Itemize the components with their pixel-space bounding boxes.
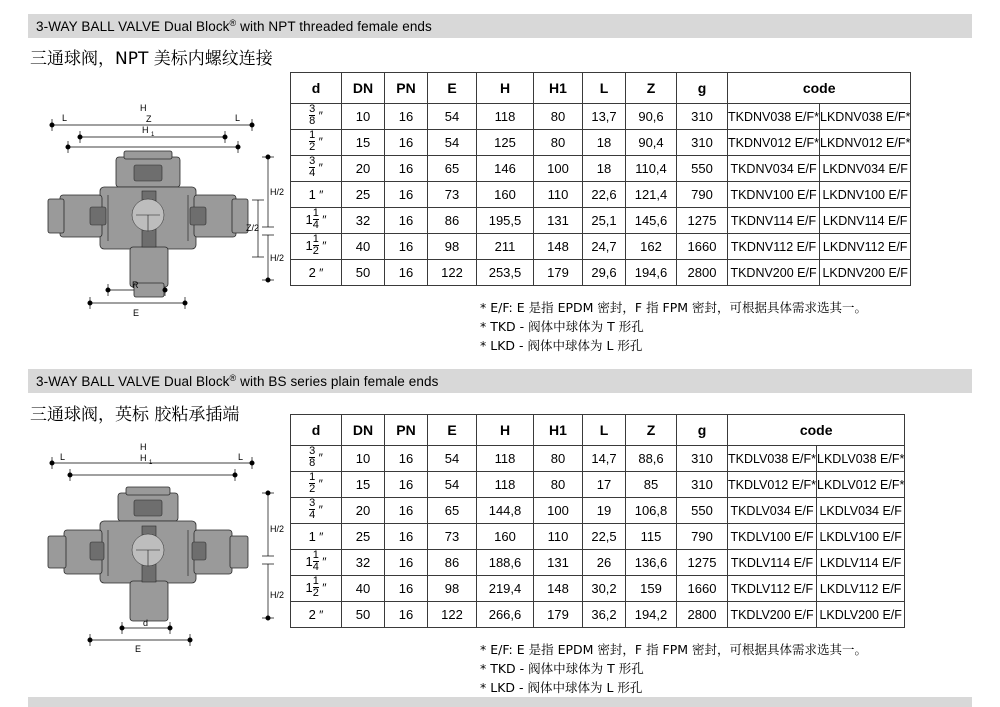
cell-z: 194,6 bbox=[626, 260, 677, 286]
cell-l: 17 bbox=[583, 472, 626, 498]
cell-h: 125 bbox=[477, 130, 534, 156]
svg-text:L: L bbox=[238, 452, 244, 462]
cell-dn: 40 bbox=[342, 234, 385, 260]
cell-code-t: TKDNV100 E/F bbox=[728, 182, 820, 208]
cell-h1: 100 bbox=[534, 156, 583, 182]
valve-drawing-npt bbox=[30, 95, 285, 320]
cell-code-t: TKDLV114 E/F bbox=[728, 550, 817, 576]
cell-code-l: LKDNV100 E/F bbox=[820, 182, 911, 208]
col-header-z: Z bbox=[626, 415, 677, 446]
registered-trademark-icon: ® bbox=[229, 373, 237, 383]
cell-dn: 32 bbox=[342, 208, 385, 234]
cell-e: 54 bbox=[428, 446, 477, 472]
cell-g: 310 bbox=[677, 472, 728, 498]
cell-dn: 20 bbox=[342, 156, 385, 182]
cell-h1: 80 bbox=[534, 446, 583, 472]
cell-code-l: LKDLV012 E/F* bbox=[817, 472, 905, 498]
table-row bbox=[291, 446, 905, 472]
cell-pn: 16 bbox=[385, 524, 428, 550]
cell-code-l: LKDLV100 E/F bbox=[817, 524, 905, 550]
cell-g: 550 bbox=[677, 156, 728, 182]
cell-code-l: LKDLV038 E/F* bbox=[817, 446, 905, 472]
cell-dn: 10 bbox=[342, 446, 385, 472]
cell-l: 30,2 bbox=[583, 576, 626, 602]
cell-pn: 16 bbox=[385, 156, 428, 182]
cell-d: $\frac{3}{4}$ ″ bbox=[291, 498, 342, 524]
cell-code-t: TKDLV112 E/F bbox=[728, 576, 817, 602]
cell-z: 90,6 bbox=[626, 104, 677, 130]
cell-d: 1 $\frac{1}{2}$ ″ bbox=[291, 234, 342, 260]
cell-e: 65 bbox=[428, 156, 477, 182]
svg-text:1: 1 bbox=[151, 132, 155, 138]
cell-pn: 16 bbox=[385, 182, 428, 208]
cell-e: 98 bbox=[428, 234, 477, 260]
section-header-title: 3-WAY BALL VALVE Dual Block bbox=[36, 373, 230, 389]
cell-h: 160 bbox=[477, 182, 534, 208]
cell-code-t: TKDNV114 E/F bbox=[728, 208, 820, 234]
cell-h1: 80 bbox=[534, 104, 583, 130]
svg-text:Z/2: Z/2 bbox=[246, 223, 260, 233]
svg-text:H: H bbox=[140, 103, 147, 113]
cell-g: 310 bbox=[677, 104, 728, 130]
cell-z: 121,4 bbox=[626, 182, 677, 208]
table-row bbox=[291, 182, 911, 208]
cell-z: 136,6 bbox=[626, 550, 677, 576]
cell-dn: 20 bbox=[342, 498, 385, 524]
table-row bbox=[291, 234, 911, 260]
footnote-sealing: * E/F: E 是指 EPDM 密封，F 指 FPM 密封，可根据具体需求选其一。 bbox=[480, 300, 868, 315]
cell-h: 118 bbox=[477, 446, 534, 472]
cell-code-l: LKDNV034 E/F bbox=[820, 156, 911, 182]
footnote-lkd: * LKD - 阀体中球体为 L 形孔 bbox=[480, 680, 643, 695]
spec-table-bs bbox=[290, 414, 905, 628]
col-header-h: H bbox=[477, 415, 534, 446]
cell-g: 1660 bbox=[677, 576, 728, 602]
cell-h: 146 bbox=[477, 156, 534, 182]
cell-code-l: LKDLV200 E/F bbox=[817, 602, 905, 628]
table-header-row bbox=[291, 415, 905, 446]
cell-e: 86 bbox=[428, 550, 477, 576]
col-header-h1: H1 bbox=[534, 415, 583, 446]
cell-pn: 16 bbox=[385, 446, 428, 472]
cell-pn: 16 bbox=[385, 602, 428, 628]
col-header-code: code bbox=[728, 415, 905, 446]
cell-l: 29,6 bbox=[583, 260, 626, 286]
cell-h1: 148 bbox=[534, 576, 583, 602]
col-header-dn: DN bbox=[342, 415, 385, 446]
cell-code-t: TKDNV034 E/F bbox=[728, 156, 820, 182]
cell-dn: 15 bbox=[342, 472, 385, 498]
svg-text:H/2: H/2 bbox=[270, 187, 285, 197]
col-header-e: E bbox=[428, 415, 477, 446]
cell-z: 162 bbox=[626, 234, 677, 260]
svg-text:d: d bbox=[143, 618, 149, 628]
cell-g: 790 bbox=[677, 524, 728, 550]
cell-z: 90,4 bbox=[626, 130, 677, 156]
col-header-pn: PN bbox=[385, 73, 428, 104]
cell-code-t: TKDLV200 E/F bbox=[728, 602, 817, 628]
cell-g: 1275 bbox=[677, 208, 728, 234]
cell-z: 85 bbox=[626, 472, 677, 498]
cell-z: 194,2 bbox=[626, 602, 677, 628]
cell-pn: 16 bbox=[385, 130, 428, 156]
cell-code-l: LKDNV012 E/F* bbox=[820, 130, 911, 156]
cell-code-l: LKDLV034 E/F bbox=[817, 498, 905, 524]
cell-h1: 80 bbox=[534, 130, 583, 156]
cell-h1: 110 bbox=[534, 524, 583, 550]
cell-d: $\frac{3}{8}$ ″ bbox=[291, 104, 342, 130]
footnotes-bs bbox=[480, 640, 867, 697]
cell-code-l: LKDLV112 E/F bbox=[817, 576, 905, 602]
col-header-l: L bbox=[583, 73, 626, 104]
cell-g: 2800 bbox=[677, 260, 728, 286]
cell-pn: 16 bbox=[385, 208, 428, 234]
cell-pn: 16 bbox=[385, 550, 428, 576]
cell-dn: 10 bbox=[342, 104, 385, 130]
col-header-d: d bbox=[291, 415, 342, 446]
valve-drawing-bs bbox=[30, 438, 285, 653]
cell-h: 144,8 bbox=[477, 498, 534, 524]
section-header-tail: with BS series plain female ends bbox=[240, 373, 439, 389]
cell-h: 219,4 bbox=[477, 576, 534, 602]
cell-dn: 50 bbox=[342, 260, 385, 286]
cell-l: 18 bbox=[583, 156, 626, 182]
cell-h: 160 bbox=[477, 524, 534, 550]
cell-g: 1660 bbox=[677, 234, 728, 260]
table-body-npt bbox=[291, 104, 911, 286]
svg-text:E: E bbox=[135, 644, 142, 653]
cell-h1: 179 bbox=[534, 602, 583, 628]
section-subtitle-npt: 三通球阀，NPT 美标内螺纹连接 bbox=[30, 49, 273, 69]
cell-h1: 148 bbox=[534, 234, 583, 260]
cell-h1: 80 bbox=[534, 472, 583, 498]
cell-l: 22,5 bbox=[583, 524, 626, 550]
table-row bbox=[291, 498, 905, 524]
cell-h: 211 bbox=[477, 234, 534, 260]
cell-g: 310 bbox=[677, 446, 728, 472]
table-row bbox=[291, 208, 911, 234]
cell-l: 22,6 bbox=[583, 182, 626, 208]
section-subtitle-bs: 三通球阀，英标 胶粘承插端 bbox=[30, 405, 240, 425]
footnote-tkd: * TKD - 阀体中球体为 T 形孔 bbox=[480, 319, 644, 334]
cell-h1: 100 bbox=[534, 498, 583, 524]
table-row bbox=[291, 576, 905, 602]
cell-z: 145,6 bbox=[626, 208, 677, 234]
cell-pn: 16 bbox=[385, 576, 428, 602]
col-header-g: g bbox=[677, 415, 728, 446]
col-header-z: Z bbox=[626, 73, 677, 104]
cell-d: 1 $\frac{1}{4}$ ″ bbox=[291, 208, 342, 234]
cell-h: 266,6 bbox=[477, 602, 534, 628]
cell-dn: 25 bbox=[342, 524, 385, 550]
cell-h: 118 bbox=[477, 472, 534, 498]
svg-text:1: 1 bbox=[149, 460, 153, 466]
cell-code-t: TKDLV012 E/F* bbox=[728, 472, 817, 498]
svg-text:L: L bbox=[60, 452, 66, 462]
cell-code-l: LKDNV112 E/F bbox=[820, 234, 911, 260]
cell-code-l: LKDLV114 E/F bbox=[817, 550, 905, 576]
cell-d: $\frac{1}{2}$ ″ bbox=[291, 130, 342, 156]
svg-text:H: H bbox=[140, 442, 147, 452]
svg-text:L: L bbox=[235, 113, 241, 123]
cell-code-l: LKDNV114 E/F bbox=[820, 208, 911, 234]
footnote-tkd: * TKD - 阀体中球体为 T 形孔 bbox=[480, 661, 644, 676]
table-row bbox=[291, 602, 905, 628]
col-header-l: L bbox=[583, 415, 626, 446]
cell-h1: 179 bbox=[534, 260, 583, 286]
col-header-g: g bbox=[677, 73, 728, 104]
cell-d: $\frac{3}{8}$ ″ bbox=[291, 446, 342, 472]
cell-code-l: LKDNV200 E/F bbox=[820, 260, 911, 286]
cell-z: 88,6 bbox=[626, 446, 677, 472]
section-header-title: 3-WAY BALL VALVE Dual Block bbox=[36, 18, 230, 34]
registered-trademark-icon: ® bbox=[229, 18, 237, 28]
svg-text:H: H bbox=[140, 453, 147, 463]
cell-dn: 50 bbox=[342, 602, 385, 628]
svg-text:L: L bbox=[62, 113, 68, 123]
cell-dn: 40 bbox=[342, 576, 385, 602]
cell-e: 73 bbox=[428, 182, 477, 208]
col-header-h1: H1 bbox=[534, 73, 583, 104]
footnote-sealing: * E/F: E 是指 EPDM 密封，F 指 FPM 密封，可根据具体需求选其一。 bbox=[480, 642, 868, 657]
cell-d: 1 $\frac{1}{4}$ ″ bbox=[291, 550, 342, 576]
col-header-e: E bbox=[428, 73, 477, 104]
section-header-tail: with NPT threaded female ends bbox=[240, 18, 432, 34]
cell-h1: 131 bbox=[534, 550, 583, 576]
cell-d: 2 ″ bbox=[291, 260, 342, 286]
cell-g: 550 bbox=[677, 498, 728, 524]
cell-g: 310 bbox=[677, 130, 728, 156]
col-header-dn: DN bbox=[342, 73, 385, 104]
cell-l: 24,7 bbox=[583, 234, 626, 260]
cell-z: 115 bbox=[626, 524, 677, 550]
cell-e: 73 bbox=[428, 524, 477, 550]
cell-pn: 16 bbox=[385, 260, 428, 286]
cell-g: 2800 bbox=[677, 602, 728, 628]
cell-l: 25,1 bbox=[583, 208, 626, 234]
cell-e: 86 bbox=[428, 208, 477, 234]
cell-g: 1275 bbox=[677, 550, 728, 576]
cell-e: 54 bbox=[428, 104, 477, 130]
cell-e: 65 bbox=[428, 498, 477, 524]
cell-h: 118 bbox=[477, 104, 534, 130]
cell-d: 1 ″ bbox=[291, 524, 342, 550]
table-row bbox=[291, 156, 911, 182]
cell-code-t: TKDNV012 E/F* bbox=[728, 130, 820, 156]
section-header-next bbox=[28, 697, 972, 707]
cell-pn: 16 bbox=[385, 104, 428, 130]
cell-pn: 16 bbox=[385, 498, 428, 524]
table-row bbox=[291, 524, 905, 550]
cell-d: 2 ″ bbox=[291, 602, 342, 628]
cell-e: 98 bbox=[428, 576, 477, 602]
footnote-lkd: * LKD - 阀体中球体为 L 形孔 bbox=[480, 338, 643, 353]
cell-l: 14,7 bbox=[583, 446, 626, 472]
cell-h: 253,5 bbox=[477, 260, 534, 286]
svg-text:E: E bbox=[133, 308, 140, 318]
table-row bbox=[291, 550, 905, 576]
cell-h: 188,6 bbox=[477, 550, 534, 576]
cell-d: 1 $\frac{1}{2}$ ″ bbox=[291, 576, 342, 602]
cell-pn: 16 bbox=[385, 234, 428, 260]
cell-g: 790 bbox=[677, 182, 728, 208]
cell-d: 1 ″ bbox=[291, 182, 342, 208]
cell-e: 54 bbox=[428, 472, 477, 498]
cell-e: 54 bbox=[428, 130, 477, 156]
svg-text:H/2: H/2 bbox=[270, 253, 285, 263]
table-header-row bbox=[291, 73, 911, 104]
cell-l: 26 bbox=[583, 550, 626, 576]
section-header-npt bbox=[28, 14, 972, 38]
cell-dn: 25 bbox=[342, 182, 385, 208]
cell-z: 110,4 bbox=[626, 156, 677, 182]
cell-h: 195,5 bbox=[477, 208, 534, 234]
table-row bbox=[291, 260, 911, 286]
cell-d: $\frac{3}{4}$ ″ bbox=[291, 156, 342, 182]
table-row bbox=[291, 472, 905, 498]
cell-l: 19 bbox=[583, 498, 626, 524]
cell-e: 122 bbox=[428, 260, 477, 286]
cell-l: 36,2 bbox=[583, 602, 626, 628]
spec-table-npt bbox=[290, 72, 911, 286]
cell-h1: 110 bbox=[534, 182, 583, 208]
svg-text:R: R bbox=[132, 280, 139, 290]
table-body-bs bbox=[291, 446, 905, 628]
col-header-h: H bbox=[477, 73, 534, 104]
cell-z: 159 bbox=[626, 576, 677, 602]
cell-code-t: TKDLV034 E/F bbox=[728, 498, 817, 524]
col-header-pn: PN bbox=[385, 415, 428, 446]
footnotes-npt bbox=[480, 298, 867, 355]
cell-dn: 15 bbox=[342, 130, 385, 156]
cell-code-t: TKDNV112 E/F bbox=[728, 234, 820, 260]
cell-h1: 131 bbox=[534, 208, 583, 234]
cell-l: 13,7 bbox=[583, 104, 626, 130]
svg-text:H/2: H/2 bbox=[270, 590, 285, 600]
cell-code-t: TKDLV100 E/F bbox=[728, 524, 817, 550]
col-header-code: code bbox=[728, 73, 911, 104]
section-header-bs bbox=[28, 369, 972, 393]
cell-z: 106,8 bbox=[626, 498, 677, 524]
table-row bbox=[291, 104, 911, 130]
table-row bbox=[291, 130, 911, 156]
col-header-d: d bbox=[291, 73, 342, 104]
svg-text:Z: Z bbox=[146, 114, 152, 124]
cell-d: $\frac{1}{2}$ ″ bbox=[291, 472, 342, 498]
cell-l: 18 bbox=[583, 130, 626, 156]
cell-e: 122 bbox=[428, 602, 477, 628]
cell-dn: 32 bbox=[342, 550, 385, 576]
svg-text:H: H bbox=[142, 125, 149, 135]
cell-pn: 16 bbox=[385, 472, 428, 498]
cell-code-t: TKDNV038 E/F* bbox=[728, 104, 820, 130]
cell-code-t: TKDNV200 E/F bbox=[728, 260, 820, 286]
cell-code-t: TKDLV038 E/F* bbox=[728, 446, 817, 472]
svg-text:H/2: H/2 bbox=[270, 524, 285, 534]
cell-code-l: LKDNV038 E/F* bbox=[820, 104, 911, 130]
